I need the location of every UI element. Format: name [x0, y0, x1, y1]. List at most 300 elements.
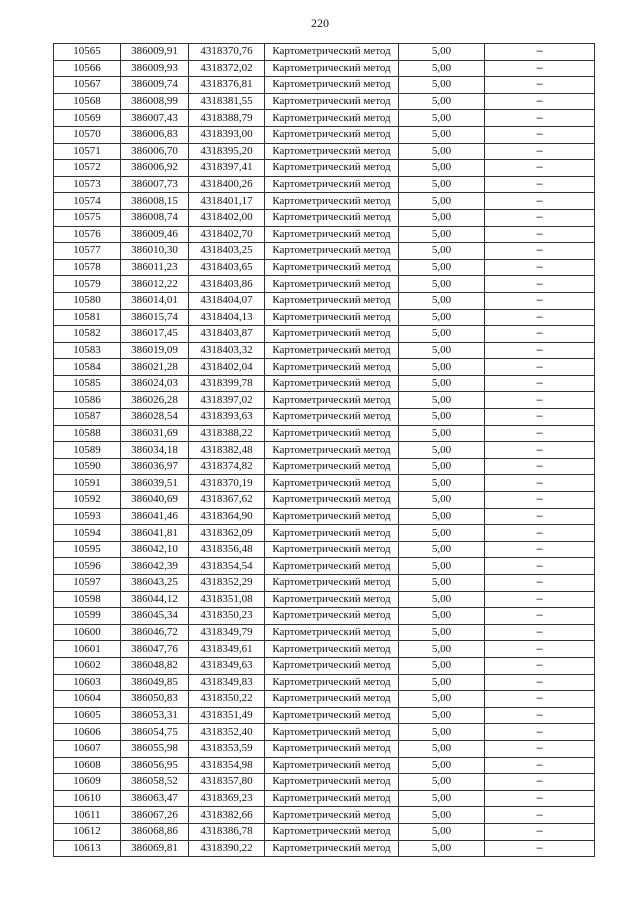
description-cell: –	[485, 508, 595, 525]
x-coordinate-cell: 386047,76	[121, 641, 189, 658]
point-number-cell: 10603	[54, 674, 121, 691]
table-row	[54, 77, 595, 94]
accuracy-cell: 5,00	[399, 359, 485, 376]
point-number-cell: 10578	[54, 259, 121, 276]
table-row	[54, 608, 595, 625]
table-row	[54, 691, 595, 708]
table-row	[54, 359, 595, 376]
x-coordinate-cell: 386028,54	[121, 409, 189, 426]
accuracy-cell: 5,00	[399, 458, 485, 475]
description-cell: –	[485, 674, 595, 691]
description-cell: –	[485, 757, 595, 774]
x-coordinate-cell: 386042,39	[121, 558, 189, 575]
point-number-cell: 10609	[54, 774, 121, 791]
method-cell: Картометрический метод	[265, 409, 399, 426]
point-number-cell: 10579	[54, 276, 121, 293]
y-coordinate-cell: 4318349,79	[189, 624, 265, 641]
x-coordinate-cell: 386042,10	[121, 541, 189, 558]
accuracy-cell: 5,00	[399, 591, 485, 608]
point-number-cell: 10569	[54, 110, 121, 127]
x-coordinate-cell: 386008,15	[121, 193, 189, 210]
table-row	[54, 541, 595, 558]
method-cell: Картометрический метод	[265, 458, 399, 475]
description-cell: –	[485, 309, 595, 326]
y-coordinate-cell: 4318395,20	[189, 143, 265, 160]
x-coordinate-cell: 386068,86	[121, 823, 189, 840]
method-cell: Картометрический метод	[265, 375, 399, 392]
table-row	[54, 160, 595, 177]
description-cell: –	[485, 44, 595, 61]
x-coordinate-cell: 386014,01	[121, 292, 189, 309]
accuracy-cell: 5,00	[399, 226, 485, 243]
point-number-cell: 10589	[54, 442, 121, 459]
point-number-cell: 10585	[54, 375, 121, 392]
accuracy-cell: 5,00	[399, 176, 485, 193]
accuracy-cell: 5,00	[399, 823, 485, 840]
table-row	[54, 707, 595, 724]
method-cell: Картометрический метод	[265, 608, 399, 625]
y-coordinate-cell: 4318367,62	[189, 492, 265, 509]
method-cell: Картометрический метод	[265, 226, 399, 243]
description-cell: –	[485, 326, 595, 343]
y-coordinate-cell: 4318353,59	[189, 740, 265, 757]
accuracy-cell: 5,00	[399, 126, 485, 143]
method-cell: Картометрический метод	[265, 807, 399, 824]
point-number-cell: 10596	[54, 558, 121, 575]
accuracy-cell: 5,00	[399, 641, 485, 658]
table-row	[54, 309, 595, 326]
x-coordinate-cell: 386045,34	[121, 608, 189, 625]
description-cell: –	[485, 259, 595, 276]
description-cell: –	[485, 425, 595, 442]
x-coordinate-cell: 386019,09	[121, 342, 189, 359]
accuracy-cell: 5,00	[399, 44, 485, 61]
point-number-cell: 10599	[54, 608, 121, 625]
y-coordinate-cell: 4318349,83	[189, 674, 265, 691]
x-coordinate-cell: 386046,72	[121, 624, 189, 641]
table-row	[54, 442, 595, 459]
table-row	[54, 93, 595, 110]
y-coordinate-cell: 4318357,80	[189, 774, 265, 791]
method-cell: Картометрический метод	[265, 591, 399, 608]
y-coordinate-cell: 4318402,00	[189, 209, 265, 226]
accuracy-cell: 5,00	[399, 525, 485, 542]
description-cell: –	[485, 541, 595, 558]
method-cell: Картометрический метод	[265, 160, 399, 177]
description-cell: –	[485, 209, 595, 226]
description-cell: –	[485, 641, 595, 658]
y-coordinate-cell: 4318402,04	[189, 359, 265, 376]
point-number-cell: 10598	[54, 591, 121, 608]
point-number-cell: 10592	[54, 492, 121, 509]
method-cell: Картометрический метод	[265, 508, 399, 525]
y-coordinate-cell: 4318382,48	[189, 442, 265, 459]
table-row	[54, 807, 595, 824]
table-row	[54, 475, 595, 492]
point-number-cell: 10613	[54, 840, 121, 857]
point-number-cell: 10593	[54, 508, 121, 525]
y-coordinate-cell: 4318401,17	[189, 193, 265, 210]
description-cell: –	[485, 375, 595, 392]
table-row	[54, 209, 595, 226]
y-coordinate-cell: 4318350,22	[189, 691, 265, 708]
coordinates-table-body	[54, 44, 595, 857]
y-coordinate-cell: 4318354,98	[189, 757, 265, 774]
x-coordinate-cell: 386048,82	[121, 657, 189, 674]
description-cell: –	[485, 840, 595, 857]
accuracy-cell: 5,00	[399, 691, 485, 708]
description-cell: –	[485, 392, 595, 409]
method-cell: Картометрический метод	[265, 740, 399, 757]
x-coordinate-cell: 386010,30	[121, 243, 189, 260]
point-number-cell: 10602	[54, 657, 121, 674]
method-cell: Картометрический метод	[265, 110, 399, 127]
table-row	[54, 575, 595, 592]
x-coordinate-cell: 386056,95	[121, 757, 189, 774]
point-number-cell: 10581	[54, 309, 121, 326]
y-coordinate-cell: 4318397,41	[189, 160, 265, 177]
accuracy-cell: 5,00	[399, 143, 485, 160]
accuracy-cell: 5,00	[399, 657, 485, 674]
description-cell: –	[485, 807, 595, 824]
x-coordinate-cell: 386050,83	[121, 691, 189, 708]
x-coordinate-cell: 386006,92	[121, 160, 189, 177]
y-coordinate-cell: 4318370,76	[189, 44, 265, 61]
description-cell: –	[485, 525, 595, 542]
table-row	[54, 326, 595, 343]
accuracy-cell: 5,00	[399, 674, 485, 691]
point-number-cell: 10586	[54, 392, 121, 409]
table-row	[54, 774, 595, 791]
x-coordinate-cell: 386026,28	[121, 392, 189, 409]
x-coordinate-cell: 386054,75	[121, 724, 189, 741]
accuracy-cell: 5,00	[399, 309, 485, 326]
method-cell: Картометрический метод	[265, 292, 399, 309]
method-cell: Картометрический метод	[265, 624, 399, 641]
accuracy-cell: 5,00	[399, 774, 485, 791]
table-row	[54, 44, 595, 61]
table-row	[54, 143, 595, 160]
y-coordinate-cell: 4318400,26	[189, 176, 265, 193]
table-row	[54, 508, 595, 525]
table-row	[54, 657, 595, 674]
point-number-cell: 10608	[54, 757, 121, 774]
point-number-cell: 10590	[54, 458, 121, 475]
x-coordinate-cell: 386015,74	[121, 309, 189, 326]
y-coordinate-cell: 4318351,49	[189, 707, 265, 724]
x-coordinate-cell: 386043,25	[121, 575, 189, 592]
method-cell: Картометрический метод	[265, 259, 399, 276]
method-cell: Картометрический метод	[265, 558, 399, 575]
accuracy-cell: 5,00	[399, 707, 485, 724]
table-row	[54, 757, 595, 774]
table-row	[54, 674, 595, 691]
x-coordinate-cell: 386039,51	[121, 475, 189, 492]
description-cell: –	[485, 176, 595, 193]
description-cell: –	[485, 226, 595, 243]
description-cell: –	[485, 624, 595, 641]
y-coordinate-cell: 4318386,78	[189, 823, 265, 840]
method-cell: Картометрический метод	[265, 60, 399, 77]
point-number-cell: 10605	[54, 707, 121, 724]
x-coordinate-cell: 386007,73	[121, 176, 189, 193]
point-number-cell: 10580	[54, 292, 121, 309]
point-number-cell: 10610	[54, 790, 121, 807]
description-cell: –	[485, 707, 595, 724]
description-cell: –	[485, 608, 595, 625]
table-row	[54, 624, 595, 641]
accuracy-cell: 5,00	[399, 724, 485, 741]
method-cell: Картометрический метод	[265, 541, 399, 558]
point-number-cell: 10574	[54, 193, 121, 210]
description-cell: –	[485, 790, 595, 807]
table-row	[54, 840, 595, 857]
point-number-cell: 10570	[54, 126, 121, 143]
description-cell: –	[485, 110, 595, 127]
x-coordinate-cell: 386009,46	[121, 226, 189, 243]
point-number-cell: 10594	[54, 525, 121, 542]
method-cell: Картометрический метод	[265, 575, 399, 592]
method-cell: Картометрический метод	[265, 359, 399, 376]
accuracy-cell: 5,00	[399, 276, 485, 293]
table-row	[54, 392, 595, 409]
description-cell: –	[485, 243, 595, 260]
table-row	[54, 110, 595, 127]
method-cell: Картометрический метод	[265, 774, 399, 791]
method-cell: Картометрический метод	[265, 143, 399, 160]
x-coordinate-cell: 386012,22	[121, 276, 189, 293]
method-cell: Картометрический метод	[265, 724, 399, 741]
description-cell: –	[485, 558, 595, 575]
point-number-cell: 10571	[54, 143, 121, 160]
y-coordinate-cell: 4318362,09	[189, 525, 265, 542]
description-cell: –	[485, 442, 595, 459]
method-cell: Картометрический метод	[265, 657, 399, 674]
y-coordinate-cell: 4318350,23	[189, 608, 265, 625]
method-cell: Картометрический метод	[265, 243, 399, 260]
accuracy-cell: 5,00	[399, 259, 485, 276]
accuracy-cell: 5,00	[399, 342, 485, 359]
accuracy-cell: 5,00	[399, 508, 485, 525]
y-coordinate-cell: 4318349,61	[189, 641, 265, 658]
y-coordinate-cell: 4318351,08	[189, 591, 265, 608]
x-coordinate-cell: 386017,45	[121, 326, 189, 343]
point-number-cell: 10607	[54, 740, 121, 757]
accuracy-cell: 5,00	[399, 110, 485, 127]
description-cell: –	[485, 575, 595, 592]
table-row	[54, 126, 595, 143]
description-cell: –	[485, 724, 595, 741]
method-cell: Картометрический метод	[265, 193, 399, 210]
table-row	[54, 558, 595, 575]
coordinates-table	[53, 43, 595, 857]
method-cell: Картометрический метод	[265, 342, 399, 359]
table-row	[54, 409, 595, 426]
accuracy-cell: 5,00	[399, 608, 485, 625]
method-cell: Картометрический метод	[265, 276, 399, 293]
description-cell: –	[485, 458, 595, 475]
x-coordinate-cell: 386031,69	[121, 425, 189, 442]
method-cell: Картометрический метод	[265, 475, 399, 492]
x-coordinate-cell: 386055,98	[121, 740, 189, 757]
x-coordinate-cell: 386021,28	[121, 359, 189, 376]
accuracy-cell: 5,00	[399, 209, 485, 226]
table-row	[54, 243, 595, 260]
y-coordinate-cell: 4318352,29	[189, 575, 265, 592]
accuracy-cell: 5,00	[399, 93, 485, 110]
method-cell: Картометрический метод	[265, 77, 399, 94]
method-cell: Картометрический метод	[265, 757, 399, 774]
y-coordinate-cell: 4318404,13	[189, 309, 265, 326]
accuracy-cell: 5,00	[399, 541, 485, 558]
description-cell: –	[485, 591, 595, 608]
method-cell: Картометрический метод	[265, 790, 399, 807]
point-number-cell: 10573	[54, 176, 121, 193]
point-number-cell: 10572	[54, 160, 121, 177]
y-coordinate-cell: 4318402,70	[189, 226, 265, 243]
accuracy-cell: 5,00	[399, 492, 485, 509]
x-coordinate-cell: 386009,91	[121, 44, 189, 61]
point-number-cell: 10582	[54, 326, 121, 343]
table-row	[54, 292, 595, 309]
method-cell: Картометрический метод	[265, 126, 399, 143]
point-number-cell: 10566	[54, 60, 121, 77]
y-coordinate-cell: 4318388,22	[189, 425, 265, 442]
accuracy-cell: 5,00	[399, 575, 485, 592]
y-coordinate-cell: 4318393,00	[189, 126, 265, 143]
table-row	[54, 259, 595, 276]
method-cell: Картометрический метод	[265, 44, 399, 61]
accuracy-cell: 5,00	[399, 475, 485, 492]
y-coordinate-cell: 4318354,54	[189, 558, 265, 575]
description-cell: –	[485, 691, 595, 708]
y-coordinate-cell: 4318399,78	[189, 375, 265, 392]
description-cell: –	[485, 276, 595, 293]
x-coordinate-cell: 386049,85	[121, 674, 189, 691]
table-row	[54, 740, 595, 757]
x-coordinate-cell: 386040,69	[121, 492, 189, 509]
y-coordinate-cell: 4318403,65	[189, 259, 265, 276]
description-cell: –	[485, 492, 595, 509]
description-cell: –	[485, 77, 595, 94]
accuracy-cell: 5,00	[399, 807, 485, 824]
x-coordinate-cell: 386034,18	[121, 442, 189, 459]
accuracy-cell: 5,00	[399, 243, 485, 260]
description-cell: –	[485, 740, 595, 757]
x-coordinate-cell: 386024,03	[121, 375, 189, 392]
table-row	[54, 641, 595, 658]
x-coordinate-cell: 386069,81	[121, 840, 189, 857]
point-number-cell: 10577	[54, 243, 121, 260]
x-coordinate-cell: 386009,93	[121, 60, 189, 77]
method-cell: Картометрический метод	[265, 93, 399, 110]
table-row	[54, 525, 595, 542]
method-cell: Картометрический метод	[265, 492, 399, 509]
description-cell: –	[485, 475, 595, 492]
accuracy-cell: 5,00	[399, 292, 485, 309]
y-coordinate-cell: 4318352,40	[189, 724, 265, 741]
x-coordinate-cell: 386036,97	[121, 458, 189, 475]
x-coordinate-cell: 386006,70	[121, 143, 189, 160]
x-coordinate-cell: 386053,31	[121, 707, 189, 724]
method-cell: Картометрический метод	[265, 840, 399, 857]
y-coordinate-cell: 4318403,32	[189, 342, 265, 359]
accuracy-cell: 5,00	[399, 425, 485, 442]
point-number-cell: 10565	[54, 44, 121, 61]
table-row	[54, 724, 595, 741]
description-cell: –	[485, 823, 595, 840]
point-number-cell: 10575	[54, 209, 121, 226]
description-cell: –	[485, 657, 595, 674]
x-coordinate-cell: 386058,52	[121, 774, 189, 791]
description-cell: –	[485, 292, 595, 309]
table-row	[54, 342, 595, 359]
description-cell: –	[485, 93, 595, 110]
y-coordinate-cell: 4318381,55	[189, 93, 265, 110]
accuracy-cell: 5,00	[399, 60, 485, 77]
y-coordinate-cell: 4318404,07	[189, 292, 265, 309]
method-cell: Картометрический метод	[265, 674, 399, 691]
description-cell: –	[485, 126, 595, 143]
point-number-cell: 10583	[54, 342, 121, 359]
table-row	[54, 193, 595, 210]
point-number-cell: 10597	[54, 575, 121, 592]
accuracy-cell: 5,00	[399, 375, 485, 392]
y-coordinate-cell: 4318374,82	[189, 458, 265, 475]
point-number-cell: 10591	[54, 475, 121, 492]
accuracy-cell: 5,00	[399, 757, 485, 774]
table-row	[54, 176, 595, 193]
y-coordinate-cell: 4318390,22	[189, 840, 265, 857]
accuracy-cell: 5,00	[399, 740, 485, 757]
accuracy-cell: 5,00	[399, 442, 485, 459]
x-coordinate-cell: 386041,81	[121, 525, 189, 542]
method-cell: Картометрический метод	[265, 309, 399, 326]
point-number-cell: 10601	[54, 641, 121, 658]
method-cell: Картометрический метод	[265, 641, 399, 658]
method-cell: Картометрический метод	[265, 209, 399, 226]
description-cell: –	[485, 193, 595, 210]
accuracy-cell: 5,00	[399, 790, 485, 807]
y-coordinate-cell: 4318403,86	[189, 276, 265, 293]
point-number-cell: 10606	[54, 724, 121, 741]
y-coordinate-cell: 4318388,79	[189, 110, 265, 127]
x-coordinate-cell: 386044,12	[121, 591, 189, 608]
y-coordinate-cell: 4318372,02	[189, 60, 265, 77]
point-number-cell: 10587	[54, 409, 121, 426]
point-number-cell: 10567	[54, 77, 121, 94]
point-number-cell: 10588	[54, 425, 121, 442]
point-number-cell: 10584	[54, 359, 121, 376]
accuracy-cell: 5,00	[399, 160, 485, 177]
table-row	[54, 60, 595, 77]
point-number-cell: 10600	[54, 624, 121, 641]
table-row	[54, 823, 595, 840]
table-row	[54, 226, 595, 243]
point-number-cell: 10595	[54, 541, 121, 558]
method-cell: Картометрический метод	[265, 707, 399, 724]
accuracy-cell: 5,00	[399, 392, 485, 409]
y-coordinate-cell: 4318393,63	[189, 409, 265, 426]
table-row	[54, 276, 595, 293]
method-cell: Картометрический метод	[265, 691, 399, 708]
description-cell: –	[485, 143, 595, 160]
method-cell: Картометрический метод	[265, 176, 399, 193]
table-row	[54, 375, 595, 392]
description-cell: –	[485, 409, 595, 426]
table-row	[54, 425, 595, 442]
description-cell: –	[485, 60, 595, 77]
